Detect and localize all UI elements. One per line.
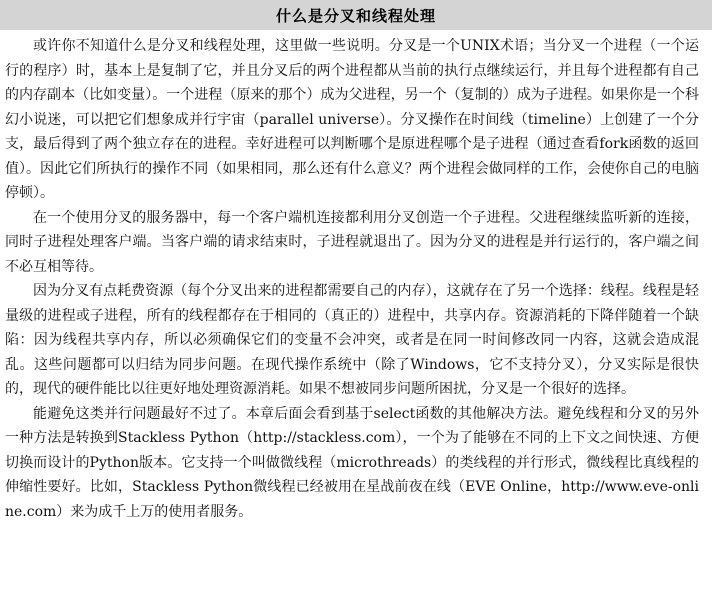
body-text [5,34,699,524]
paragraph-threads: 因为分叉有点耗费资源（每个分叉出来的进程都需要自己的内存），这就存在了另一个选择：线程。线程是轻量级的进程或子进程，所有的线程都存在于相同的（真正的）进程中，共享内存。资源消耗的下降伴随着一个缺陷：因为线程共享内存，所以必须确保它们的变量不会冲突，或者是在同一时间修改同一内容，这就会造成混乱。这些问题都可以归结为同步问题。在现代操作系统中（除了Windows，它不支持分叉），分叉实际是很快的，现代的硬件能比以往更好地处理资源消耗。如果不想被同步问题所困扰，分叉是一个很好的选择。 [5,283,699,397]
section-title-bar [0,0,712,30]
paragraph-alternatives: 能避免这类并行问题最好不过了。本章后面会看到基于select函数的其他解决方法。避免线程和分叉的另外一种方法是转换到Stackless Python（http://stackless.com），一个为了能够在不同的上下文之间快速、方便切换而设计的Python版本。它支持一个叫做微线程（microthreads）的类线程的并行形式，微线程比真线程的伸缩性要好。比如，Stackless Python微线程已经被用在星战前夜在线（EVE Online，http://www.eve-online.com）来为成千上万的使用者服务。 [5,405,699,520]
paragraph-forking-server: 在一个使用分叉的服务器中，每一个客户端机连接都利用分叉创造一个子进程。父进程继续监听新的连接，同时子进程处理客户端。当客户端的请求结束时，子进程就退出了。因为分叉的进程是并行运行的，客户端之间不必互相等待。 [5,209,699,275]
paragraph-fork-definition: 或许你不知道什么是分叉和线程处理，这里做一些说明。分叉是一个UNIX术语；当分叉一个进程（一个运行的程序）时，基本上是复制了它，并且分叉后的两个进程都从当前的执行点继续运行，并且每个进程都有自己的内存副本（比如变量）。一个进程（原来的那个）成为父进程，另一个（复制的）成为子进程。如果你是一个科幻小说迷，可以把它们想象成并行宇宙（parallel universe）。分叉操作在时间线（timeline）上创建了一个分支，最后得到了两个独立存在的进程。幸好进程可以判断哪个是原进程哪个是子进程（通过查看fork函数的返回值）。因此它们所执行的操作不同（如果相同，那么还有什么意义？两个进程会做同样的工作，会使你自己的电脑停顿）。 [5,38,699,201]
section-title: 什么是分叉和线程处理 [275,6,436,25]
